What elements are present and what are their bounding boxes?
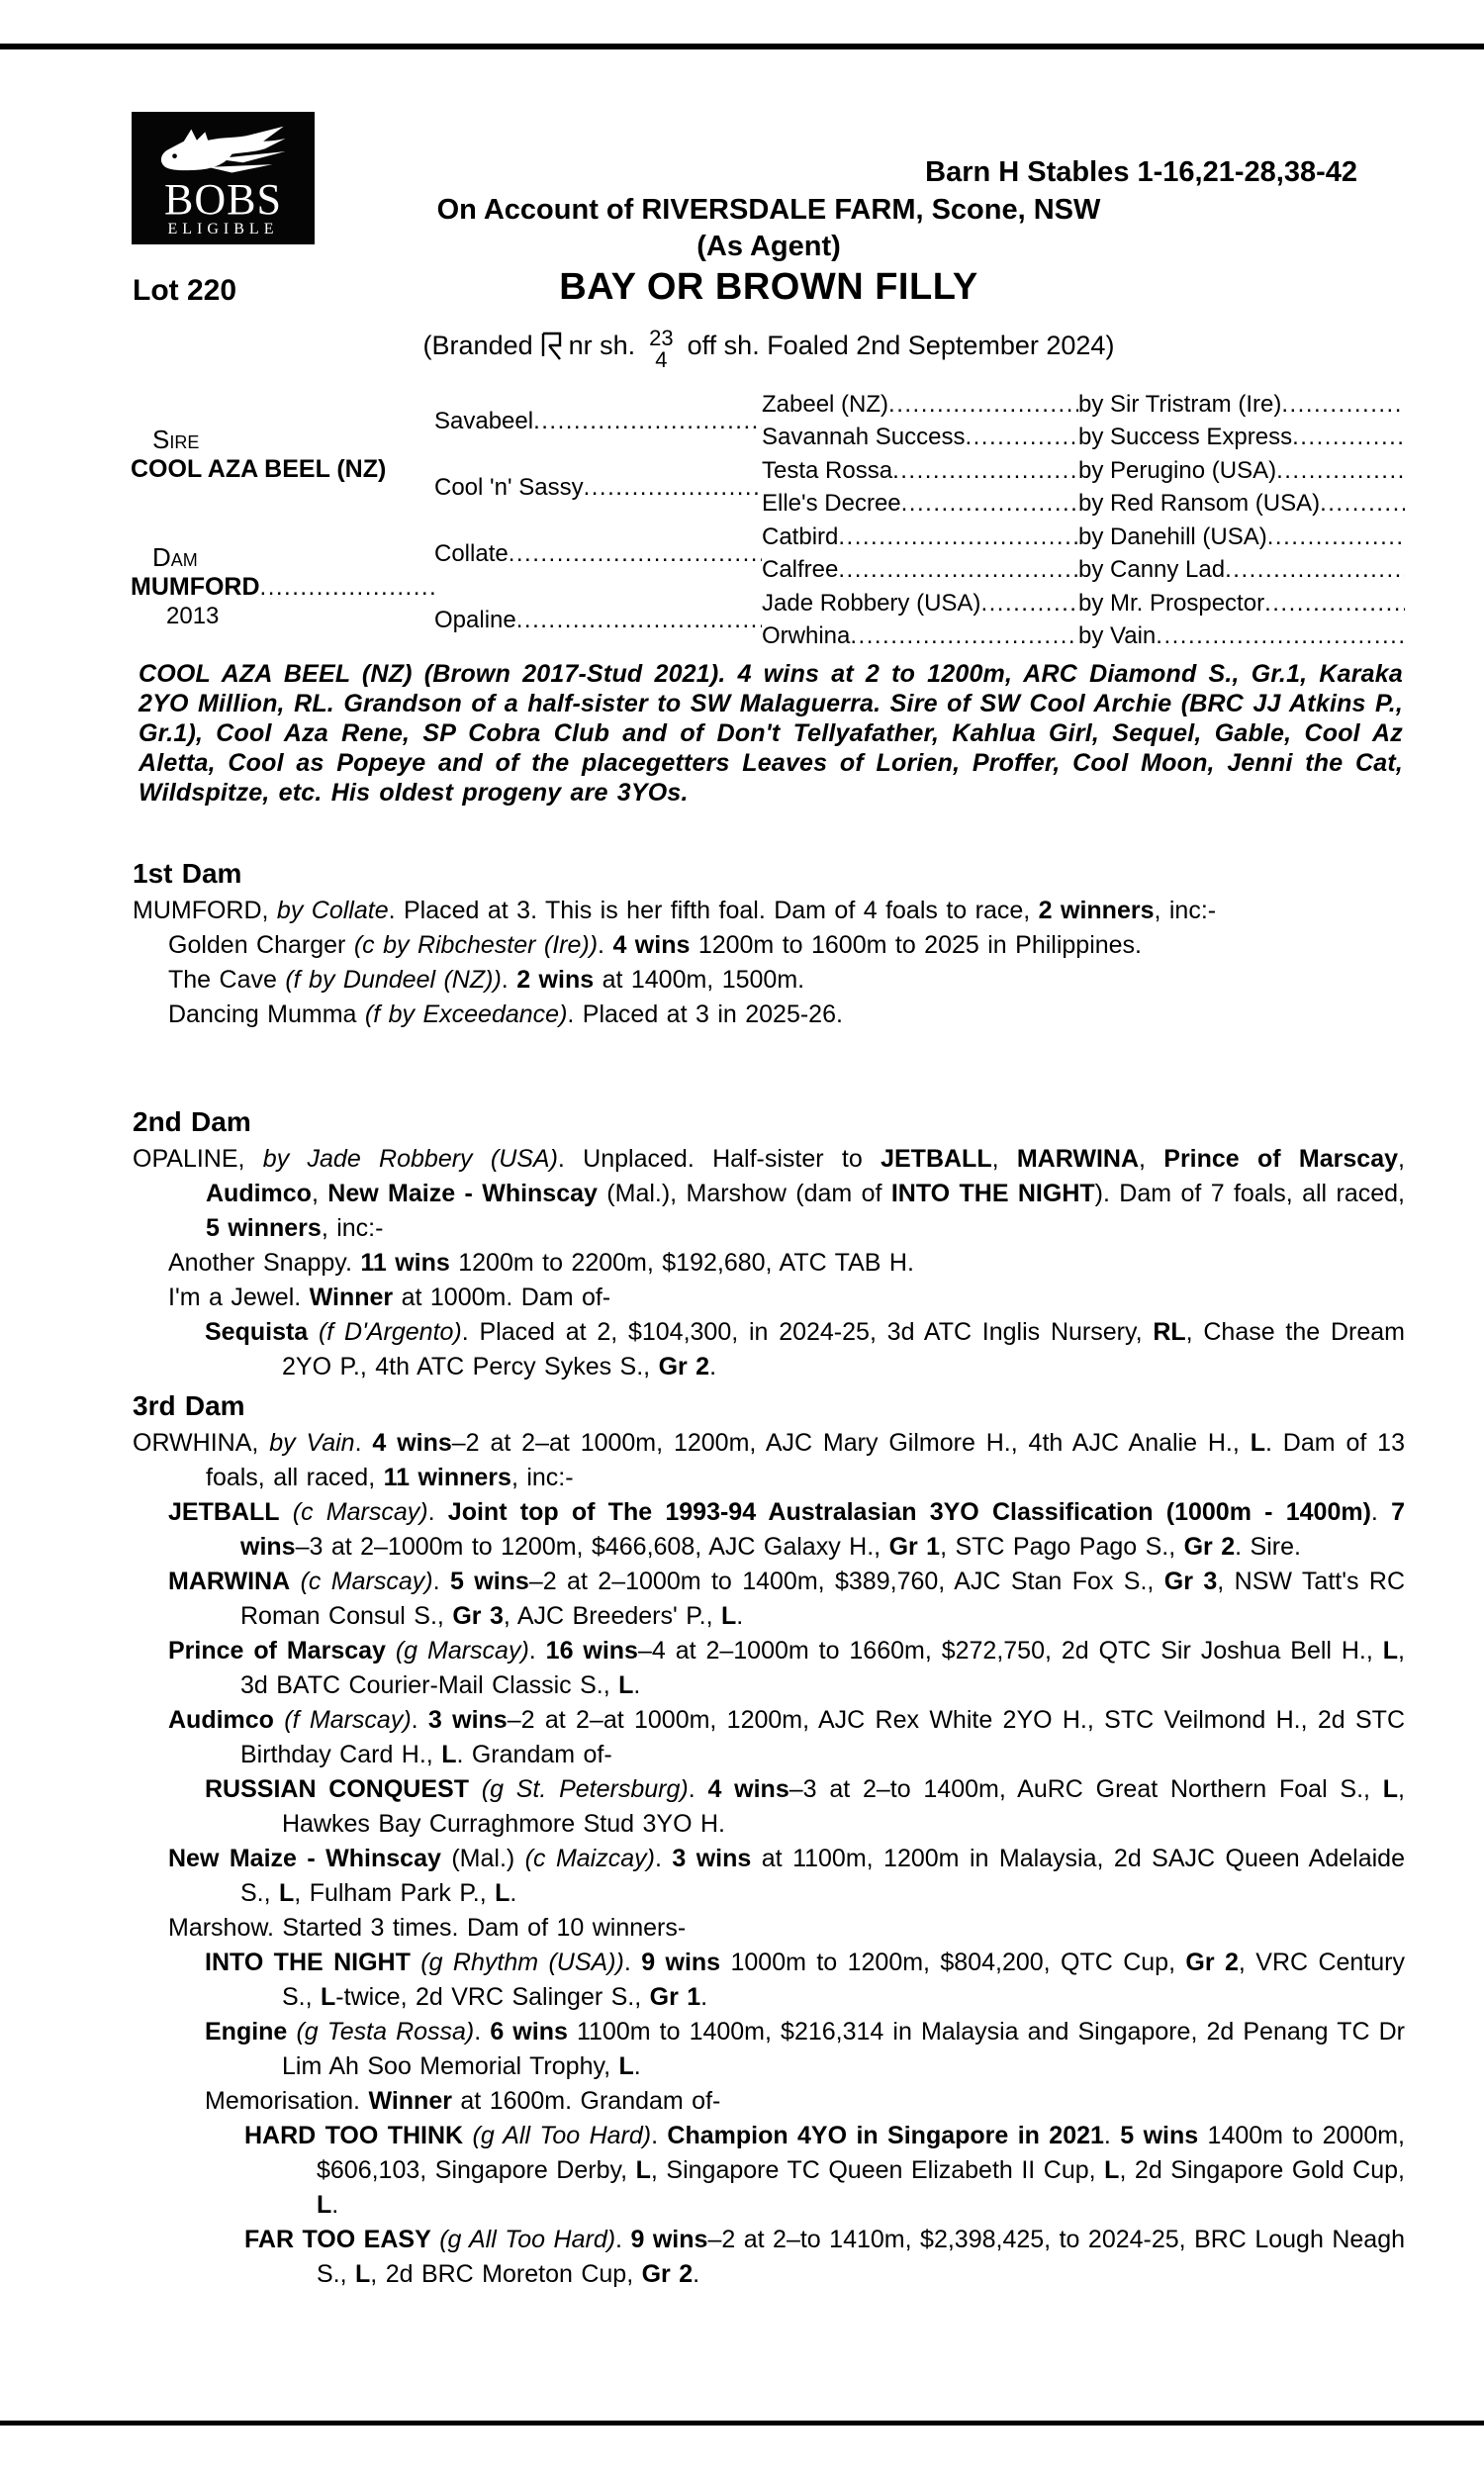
gen2-name: Savabeel — [434, 407, 534, 434]
branding-nr: nr sh. — [568, 330, 636, 360]
gen2-row — [434, 521, 762, 587]
section-3rd-dam — [133, 1389, 1405, 2292]
section-2nd-dam — [133, 1105, 1405, 1384]
pedigree-entry: ORWHINA, by Vain. 4 wins–2 at 2–at 1000m, 1200m, AJC Mary Gilmore H., 4th AJC Analie H., L. Dam of 13 foals, all raced, 11 winners, inc:- — [133, 1429, 1405, 1491]
leader-dots — [838, 523, 1078, 551]
leader-dots — [1281, 391, 1405, 419]
pedigree-entry: Dancing Mumma (f by Exceedance). Placed at 3 in 2025-26. — [168, 1000, 843, 1028]
gen3-row — [762, 422, 1078, 455]
leader-dots — [892, 457, 1078, 485]
gen3-sire: by Danehill (USA) — [1078, 523, 1267, 550]
pedigree-entry: MUMFORD, by Collate. Placed at 3. This is her fifth foal. Dam of 4 foals to race, 2 winners, inc:- — [133, 897, 1217, 924]
gen3-row — [762, 620, 1078, 654]
sire-block — [131, 388, 434, 521]
gen3-sire-row — [1078, 422, 1405, 455]
leader-dots — [901, 490, 1078, 518]
dam-block — [131, 521, 434, 653]
leader-dots — [1276, 457, 1405, 485]
leader-dots — [260, 574, 434, 602]
brand-number-bottom: 4 — [655, 347, 668, 372]
sire-summary: COOL AZA BEEL (NZ) (Brown 2017-Stud 2021). 4 wins at 2 to 1200m, ARC Diamond S., Gr.1, Karaka 2YO Million, RL. Grandson of a half-sister to SW Malaguerra. Sire of SW Cool Archie (BRC JJ Atkins P., Gr.1), Cool Aza Rene, SP Cobra Club and of Don't Tellyafather, Kahlua Girl, Sequel, Gable, Cool Az Aletta, Cool as Popeye and of the placegetters Leaves of Lorien, Proffer, Cool Moon, Jenni the Cat, Wildspitze, etc. His oldest progeny are 3YOs. — [139, 660, 1403, 807]
brand-mark-icon — [539, 331, 563, 362]
pedigree-entry: Prince of Marscay (g Marscay). 16 wins–4 at 2–1000m to 1660m, $272,750, 2d QTC Sir Joshua Bell H., L, 3d BATC Courier-Mail Classic S., L. — [168, 1637, 1405, 1699]
leader-dots — [850, 622, 1078, 650]
gen3-sire-row — [1078, 488, 1405, 522]
gen3-sire: by Perugino (USA) — [1078, 456, 1277, 484]
branding-prefix: (Branded — [422, 330, 533, 360]
pedigree-entry: RUSSIAN CONQUEST (g St. Petersburg). 4 wins–3 at 2–to 1400m, AuRC Great Northern Foal S., L, Hawkes Bay Curraghmore Stud 3YO H. — [205, 1775, 1405, 1838]
gen3-name: Jade Robbery (USA) — [762, 589, 981, 617]
gen3-sire: by Canny Lad — [1078, 556, 1226, 584]
pedigree-entry: INTO THE NIGHT (g Rhythm (USA)). 9 wins 1000m to 1200m, $804,200, QTC Cup, Gr 2, VRC Century S., L-twice, 2d VRC Salinger S., Gr 1. — [205, 1949, 1406, 2011]
logo-wordmark: BOBS — [164, 175, 282, 224]
gen3-row — [762, 488, 1078, 522]
leader-dots — [1156, 622, 1405, 650]
pedigree-entry: Another Snappy. 11 wins 1200m to 2200m, $192,680, ATC TAB H. — [168, 1249, 914, 1277]
gen2-row — [434, 587, 762, 653]
gen3-name: Calfree — [762, 556, 839, 584]
brand-number-top: 23 — [649, 326, 674, 350]
leader-dots — [516, 607, 762, 634]
leader-dots — [888, 391, 1078, 419]
section-heading: 3rd Dam — [133, 1390, 245, 1421]
pedigree-entry: Sequista (f D'Argento). Placed at 2, $104,300, in 2024-25, 3d ATC Inglis Nursery, RL, Chase the Dream 2YO P., 4th ATC Percy Sykes S., Gr 2. — [205, 1318, 1405, 1380]
pedigree-entry: The Cave (f by Dundeel (NZ)). 2 wins at 1400m, 1500m. — [168, 966, 805, 994]
pedigree-entry: OPALINE, by Jade Robbery (USA). Unplaced. Half-sister to JETBALL, MARWINA, Prince of Marscay, Audimco, New Maize - Whinscay (Mal.), Marshow (dam of INTO THE NIGHT). Dam of 7 foals, all raced, 5 winners, inc:- — [133, 1145, 1405, 1242]
gen3-row — [762, 554, 1078, 588]
leader-dots — [1292, 424, 1405, 451]
leader-dots — [1225, 556, 1405, 584]
pedigree-entry: Audimco (f Marscay). 3 wins–2 at 2–at 1000m, 1200m, AJC Rex White 2YO H., STC Veilmond H., 2d STC Birthday Card H., L. Grandam of- — [168, 1706, 1406, 1768]
gen3-row — [762, 587, 1078, 620]
gen3-sire-row — [1078, 454, 1405, 488]
leader-dots — [1264, 590, 1405, 618]
pedigree-entry: FAR TOO EASY (g All Too Hard). 9 wins–2 at 2–to 1410m, $2,398,425, to 2024-25, BRC Lough Neagh S., L, 2d BRC Moreton Cup, Gr 2. — [244, 2226, 1406, 2288]
gen3-sire: by Mr. Prospector — [1078, 589, 1265, 617]
pedigree-entry: Golden Charger (c by Ribchester (Ire)). 4 wins 1200m to 1600m to 2025 in Philippines. — [168, 931, 1143, 959]
gen2-name: Opaline — [434, 606, 516, 633]
top-rule — [0, 44, 1484, 49]
gen2-row — [434, 388, 762, 454]
section-body — [133, 894, 1405, 1032]
branding-line — [133, 324, 1405, 372]
horse-head-icon — [149, 124, 298, 179]
page-title: BAY OR BROWN FILLY — [559, 266, 978, 308]
gen3-name: Zabeel (NZ) — [762, 390, 889, 418]
gen3-sire: by Vain — [1078, 622, 1157, 650]
gen3-sire-row — [1078, 521, 1405, 554]
leader-dots — [1267, 523, 1405, 551]
gen3-sire-row — [1078, 388, 1405, 422]
section-body — [133, 1426, 1405, 2292]
lot-label: Lot 220 — [133, 274, 237, 307]
gen2-name: Collate — [434, 539, 509, 567]
agent-line: (As Agent) — [696, 231, 841, 262]
gen3-name: Testa Rossa — [762, 456, 893, 484]
gen3-name: Savannah Success — [762, 424, 966, 451]
section-heading: 1st Dam — [133, 858, 242, 889]
leader-dots — [980, 590, 1078, 618]
brand-number-fraction — [649, 328, 673, 371]
gen3-name: Orwhina — [762, 622, 851, 650]
leader-dots — [838, 556, 1078, 584]
pedigree-entry: Marshow. Started 3 times. Dam of 10 winners- — [168, 1914, 687, 1942]
gen2-name: Cool 'n' Sassy — [434, 473, 584, 501]
gen3-sire-row — [1078, 587, 1405, 620]
sire-label: Sire — [152, 425, 200, 454]
gen2-row — [434, 454, 762, 521]
pedigree-entry: JETBALL (c Marscay). Joint top of The 1993-94 Australasian 3YO Classification (1000m - 1400m). 7 wins–3 at 2–1000m to 1200m, $466,608, AJC Galaxy H., Gr 1, STC Pago Pago S., Gr 2. Sire. — [168, 1498, 1405, 1561]
account-line: On Account of RIVERSDALE FARM, Scone, NSW — [436, 194, 1101, 226]
section-heading: 2nd Dam — [133, 1106, 251, 1137]
leader-dots — [533, 408, 762, 435]
gen3-row — [762, 388, 1078, 422]
leader-dots — [1320, 490, 1405, 518]
gen3-sire: by Red Ransom (USA) — [1078, 490, 1321, 518]
gen3-sire-row — [1078, 620, 1405, 654]
dam-year: 2013 — [166, 603, 220, 629]
gen3-name: Elle's Decree — [762, 490, 901, 518]
logo-subtext: ELIGIBLE — [167, 221, 279, 238]
pedigree-entry: MARWINA (c Marscay). 5 wins–2 at 2–1000m to 1400m, $389,760, AJC Stan Fox S., Gr 3, NSW Tatt's RC Roman Consul S., Gr 3, AJC Breeders' P., L. — [168, 1568, 1405, 1630]
pedigree-entry: HARD TOO THINK (g All Too Hard). Champion 4YO in Singapore in 2021. 5 wins 1400m to 2000m, $606,103, Singapore Derby, L, Singapore TC Queen Elizabeth II Cup, L, 2d Singapore Gold Cup, L. — [244, 2122, 1405, 2219]
leader-dots — [584, 474, 762, 502]
gen3-sire-row — [1078, 554, 1405, 588]
gen3-sire: by Sir Tristram (Ire) — [1078, 390, 1282, 418]
bottom-rule — [0, 2421, 1484, 2426]
branding-suffix: off sh. Foaled 2nd September 2024) — [687, 330, 1115, 360]
pedigree-table — [131, 388, 1405, 653]
section-1st-dam — [133, 857, 1405, 1032]
pedigree-entry: Memorisation. Winner at 1600m. Grandam of- — [205, 2087, 721, 2115]
pedigree-entry: Engine (g Testa Rossa). 6 wins 1100m to 1400m, $216,314 in Malaysia and Singapore, 2d Penang TC Dr Lim Ah Soo Memorial Trophy, L. — [205, 2018, 1405, 2080]
sire-name: COOL AZA BEEL (NZ) — [131, 455, 387, 483]
leader-dots — [509, 540, 762, 568]
leader-dots — [965, 424, 1078, 451]
pedigree-entry: New Maize - Whinscay (Mal.) (c Maizcay). 3 wins at 1100m, 1200m in Malaysia, 2d SAJC Queen Adelaide S., L, Fulham Park P., L. — [168, 1845, 1405, 1907]
dam-label: Dam — [152, 542, 198, 572]
gen3-sire: by Success Express — [1078, 424, 1293, 451]
section-body — [133, 1142, 1405, 1384]
gen3-row — [762, 454, 1078, 488]
gen3-row — [762, 521, 1078, 554]
pedigree-entry: I'm a Jewel. Winner at 1000m. Dam of- — [168, 1284, 611, 1311]
dam-name: MUMFORD — [131, 573, 260, 601]
barn-line: Barn H Stables 1-16,21-28,38-42 — [925, 156, 1357, 188]
gen3-name: Catbird — [762, 523, 839, 550]
